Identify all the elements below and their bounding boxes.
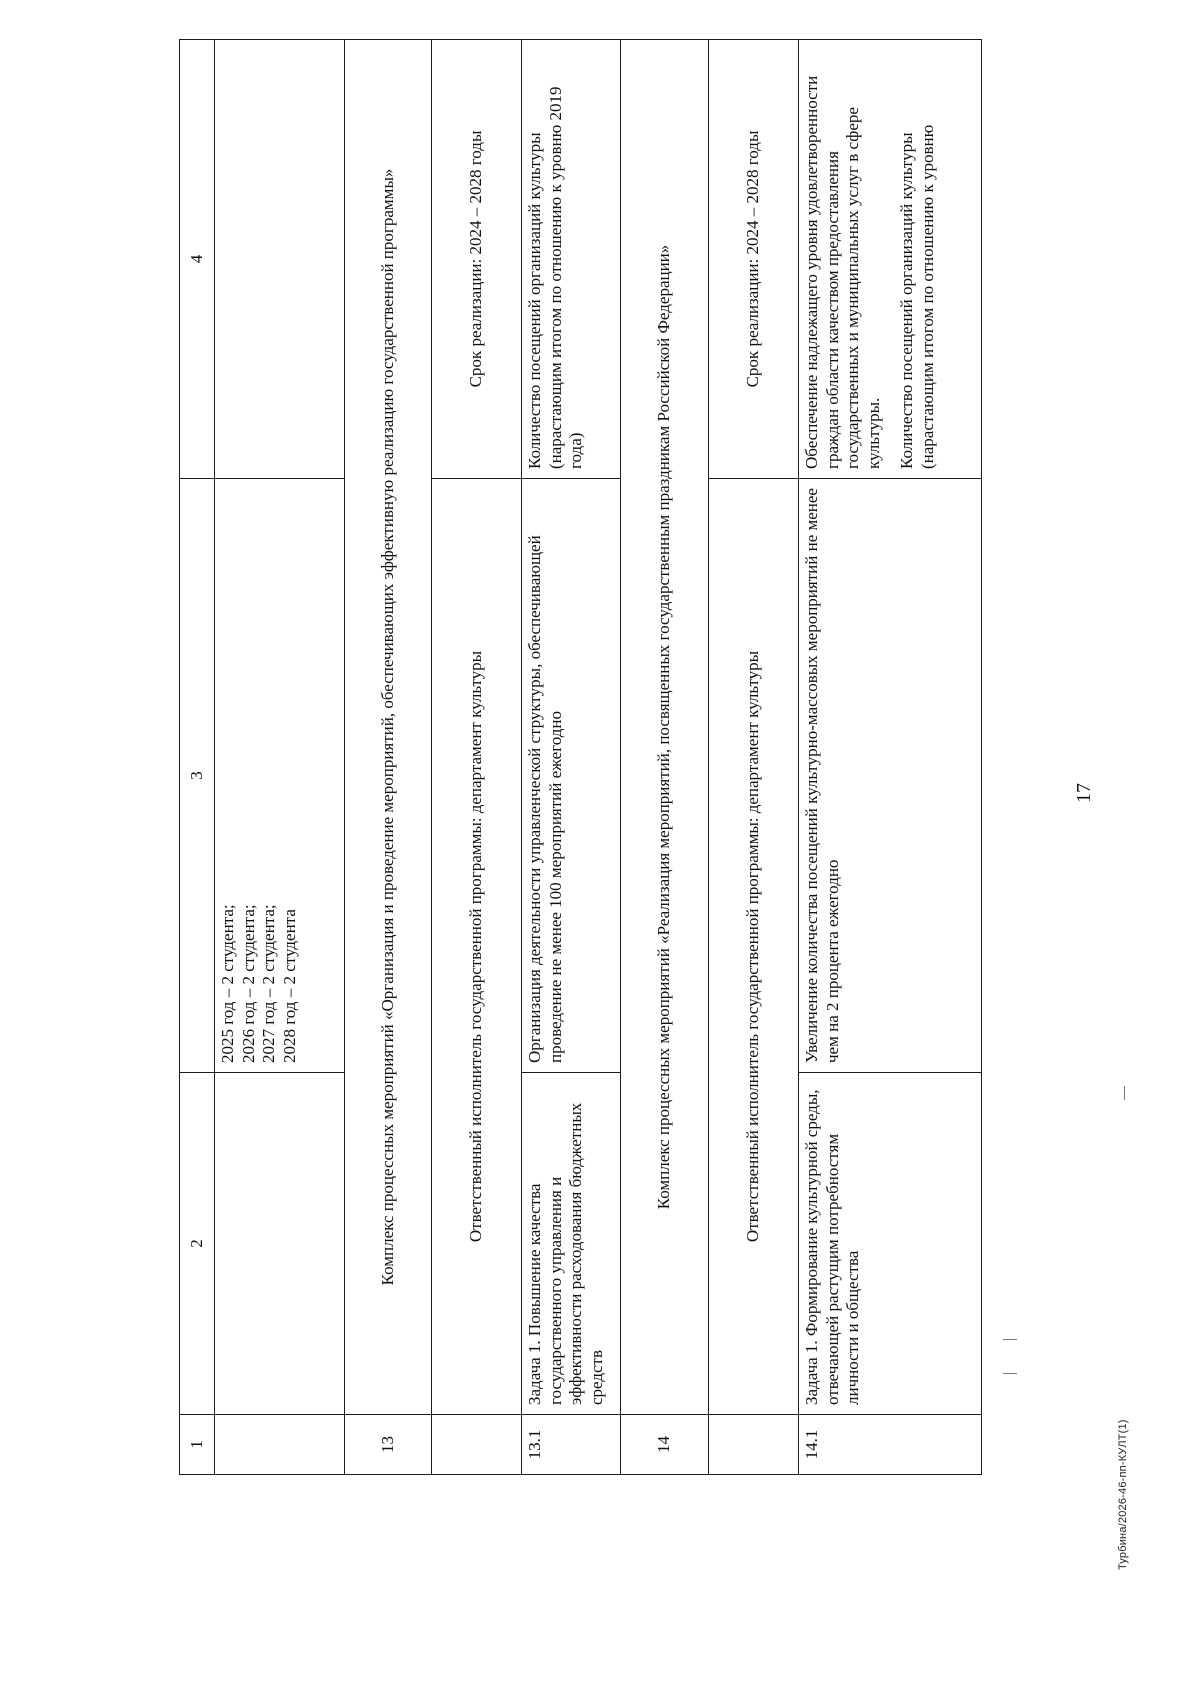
header-cell: 4 [180, 40, 215, 479]
period-cell: Срок реализации: 2024 – 2028 годы [432, 40, 522, 479]
program-table [179, 39, 982, 1475]
indicator-cell [215, 40, 345, 479]
responsible-row [432, 40, 522, 1475]
num-cell [215, 1415, 345, 1475]
year-line: 2025 год – 2 студента; [218, 904, 237, 1063]
num-cell: 13 [345, 1415, 432, 1475]
responsible-row [709, 40, 799, 1475]
num-cell: 14 [621, 1415, 709, 1475]
table-row [522, 40, 621, 1475]
num-cell [709, 1415, 799, 1475]
page-number: 17 [1073, 783, 1095, 803]
year-line: 2027 год – 2 студента; [259, 904, 279, 1063]
num-cell [432, 1415, 522, 1475]
indicator-text: Обеспечение надлежащего уровня удовлетворенности граждан области качеством предоставления государственных и муниципальных услуг в сфере культуры. [802, 75, 884, 469]
period-cell: Срок реализации: 2024 – 2028 годы [709, 40, 799, 479]
year-line: 2028 год – 2 студента [280, 909, 300, 1063]
indicator-text: Количество посещений организаций культуры (нарастающим итогом по отношению к уровню [896, 124, 937, 469]
task-cell [215, 1073, 345, 1415]
year-line: 2026 год – 2 студента; [238, 904, 258, 1063]
margin-mark [1003, 1373, 1017, 1374]
complex-title: Комплекс процессных мероприятий «Организация и проведение мероприятий, обеспечивающих эффективную реализацию государственной программы» [345, 40, 432, 1415]
header-cell: 2 [180, 1073, 215, 1415]
margin-mark [1124, 1086, 1125, 1100]
indicator-cell [799, 40, 982, 479]
indicator-cell: Количество посещений организаций культуры (нарастающим итогом по отношению к уровню 2019 года) [522, 40, 621, 479]
table-row [799, 40, 982, 1475]
complex-row [345, 40, 432, 1475]
responsible-cell: Ответственный исполнитель государственной программы: департамент культуры [432, 479, 522, 1415]
num-cell: 13.1 [522, 1415, 621, 1475]
complex-title: Комплекс процессных мероприятий «Реализация мероприятий, посвященных государственным праздникам Российской Федерации» [621, 40, 709, 1415]
document-code: Турбина/2026-46-пп-КУЛТ(1) [1117, 1419, 1129, 1570]
years-cell [215, 479, 345, 1073]
task-cell: Задача 1. Повышение качества государственного управления и эффективности расходования бюджетных средств [522, 1073, 621, 1415]
header-cell: 3 [180, 479, 215, 1073]
result-cell: Увеличение количества посещений культурно-массовых мероприятий не менее чем на 2 процента ежегодно [799, 479, 982, 1073]
table-row [215, 40, 345, 1475]
header-row [180, 40, 215, 1475]
complex-row [621, 40, 709, 1475]
margin-mark [1003, 1339, 1017, 1340]
responsible-cell: Ответственный исполнитель государственной программы: департамент культуры [709, 479, 799, 1415]
header-cell: 1 [180, 1415, 215, 1475]
result-cell: Организация деятельности управленческой структуры, обеспечивающей проведение не менее 100 мероприятий ежегодно [522, 479, 621, 1073]
num-cell: 14.1 [799, 1415, 982, 1475]
task-cell: Задача 1. Формирование культурной среды, отвечающей растущим потребностям личности и общества [799, 1073, 982, 1415]
